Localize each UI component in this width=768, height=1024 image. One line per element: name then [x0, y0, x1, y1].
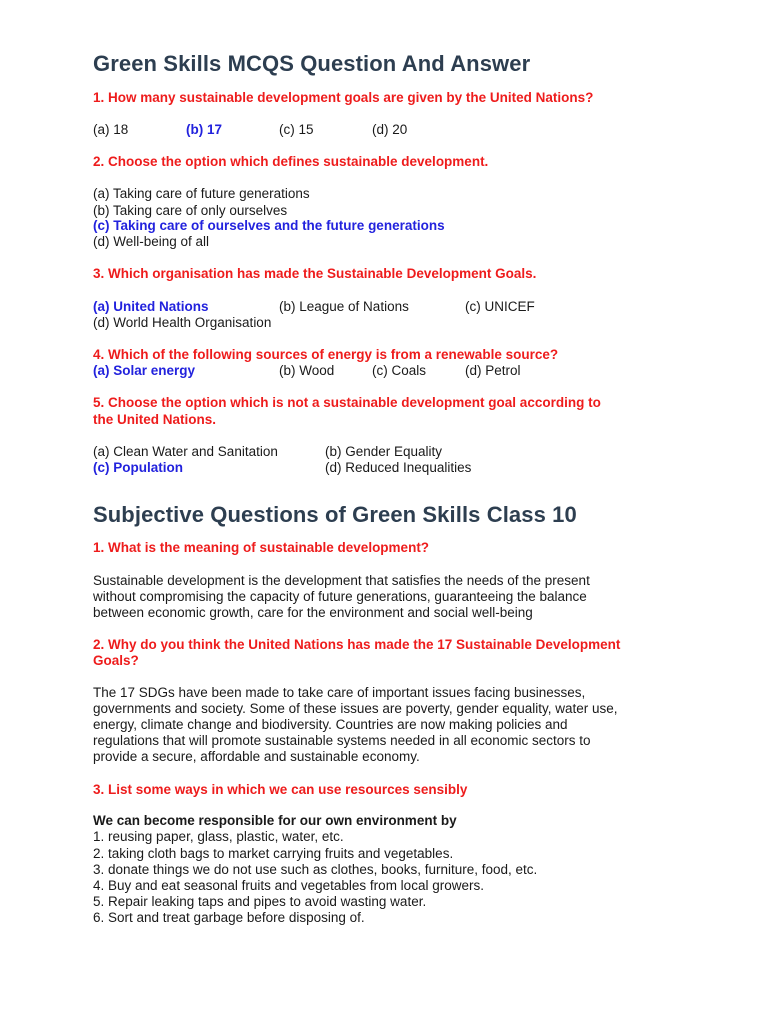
mcq-q2-question: 2. Choose the option which defines sustainable development.: [93, 154, 489, 169]
mcq-q4-question: 4. Which of the following sources of energy is from a renewable source?: [93, 347, 559, 362]
subjective-q3-list-item: 2. taking cloth bags to market carrying fruits and vegetables.: [93, 846, 454, 861]
mcq-q3-option-a-answer: (a) United Nations: [93, 299, 209, 314]
mcq-q1-option-b-answer: (b) 17: [186, 122, 223, 137]
mcq-q4-option-d: (d) Petrol: [465, 363, 521, 378]
mcq-q4-option-c: (c) Coals: [372, 363, 427, 378]
subjective-q3-question: 3. List some ways in which we can use resources sensibly: [93, 782, 468, 797]
subjective-q2-question-line1: 2. Why do you think the United Nations has made the 17 Sustainable Development: [93, 637, 621, 652]
mcq-q1-question: 1. How many sustainable development goals are given by the United Nations?: [93, 90, 594, 105]
mcq-q2-option-a: (a) Taking care of future generations: [93, 186, 310, 201]
mcq-q5-option-d: (d) Reduced Inequalities: [325, 460, 472, 475]
mcq-q4-option-a-answer: (a) Solar energy: [93, 363, 196, 378]
subjective-section-title: Subjective Questions of Green Skills Class 10: [93, 502, 577, 527]
subjective-q2-answer-line: regulations that will promote sustainable systems needed in all economic sectors to: [93, 733, 591, 748]
mcq-q1-option-d: (d) 20: [372, 122, 408, 137]
subjective-q3-list-item: 1. reusing paper, glass, plastic, water, etc.: [93, 829, 344, 844]
mcq-q1-option-a: (a) 18: [93, 122, 129, 137]
mcq-q3-option-c: (c) UNICEF: [465, 299, 535, 314]
mcq-q3-option-b: (b) League of Nations: [279, 299, 409, 314]
mcq-q2-option-b: (b) Taking care of only ourselves: [93, 203, 288, 218]
mcq-q5-question-line1: 5. Choose the option which is not a sustainable development goal according to: [93, 395, 601, 410]
subjective-q2-answer-line: energy, climate change and biodiversity. Countries are now making policies and: [93, 717, 568, 732]
subjective-q3-list-item: 5. Repair leaking taps and pipes to avoid wasting water.: [93, 894, 427, 909]
subjective-q1-answer-line: without compromising the capacity of future generations, guaranteeing the balance: [93, 589, 587, 604]
mcq-q1-option-c: (c) 15: [279, 122, 314, 137]
subjective-q2-answer-line: The 17 SDGs have been made to take care of important issues facing businesses,: [93, 685, 586, 700]
mcq-q5-question-line2: the United Nations.: [93, 412, 217, 427]
mcq-q5-option-a: (a) Clean Water and Sanitation: [93, 444, 278, 459]
subjective-q2-question-line2: Goals?: [93, 653, 139, 668]
mcq-section-title: Green Skills MCQS Question And Answer: [93, 51, 531, 76]
subjective-q3-lead: We can become responsible for our own environment by: [93, 813, 457, 828]
mcq-q2-option-d: (d) Well-being of all: [93, 234, 210, 249]
subjective-q3-list-item: 3. donate things we do not use such as clothes, books, furniture, food, etc.: [93, 862, 538, 877]
subjective-q1-answer-line: Sustainable development is the development that satisfies the needs of the present: [93, 573, 590, 588]
subjective-q2-answer-line: governments and society. Some of these issues are poverty, gender equality, water use,: [93, 701, 618, 716]
subjective-q2-answer-line: provide a secure, affordable and sustainable economy.: [93, 749, 420, 764]
mcq-q5-option-b: (b) Gender Equality: [325, 444, 443, 459]
subjective-q3-list-item: 4. Buy and eat seasonal fruits and vegetables from local growers.: [93, 878, 484, 893]
mcq-q2-option-c-answer: (c) Taking care of ourselves and the future generations: [93, 218, 445, 233]
subjective-q3-list-item: 6. Sort and treat garbage before disposing of.: [93, 910, 365, 925]
mcq-q3-question: 3. Which organisation has made the Sustainable Development Goals.: [93, 266, 537, 281]
mcq-q4-option-b: (b) Wood: [279, 363, 335, 378]
subjective-q1-answer-line: between economic growth, care for the environment and social well-being: [93, 605, 533, 620]
mcq-q3-option-d: (d) World Health Organisation: [93, 315, 272, 330]
subjective-q1-question: 1. What is the meaning of sustainable development?: [93, 540, 430, 555]
mcq-q5-option-c-answer: (c) Population: [93, 460, 183, 475]
